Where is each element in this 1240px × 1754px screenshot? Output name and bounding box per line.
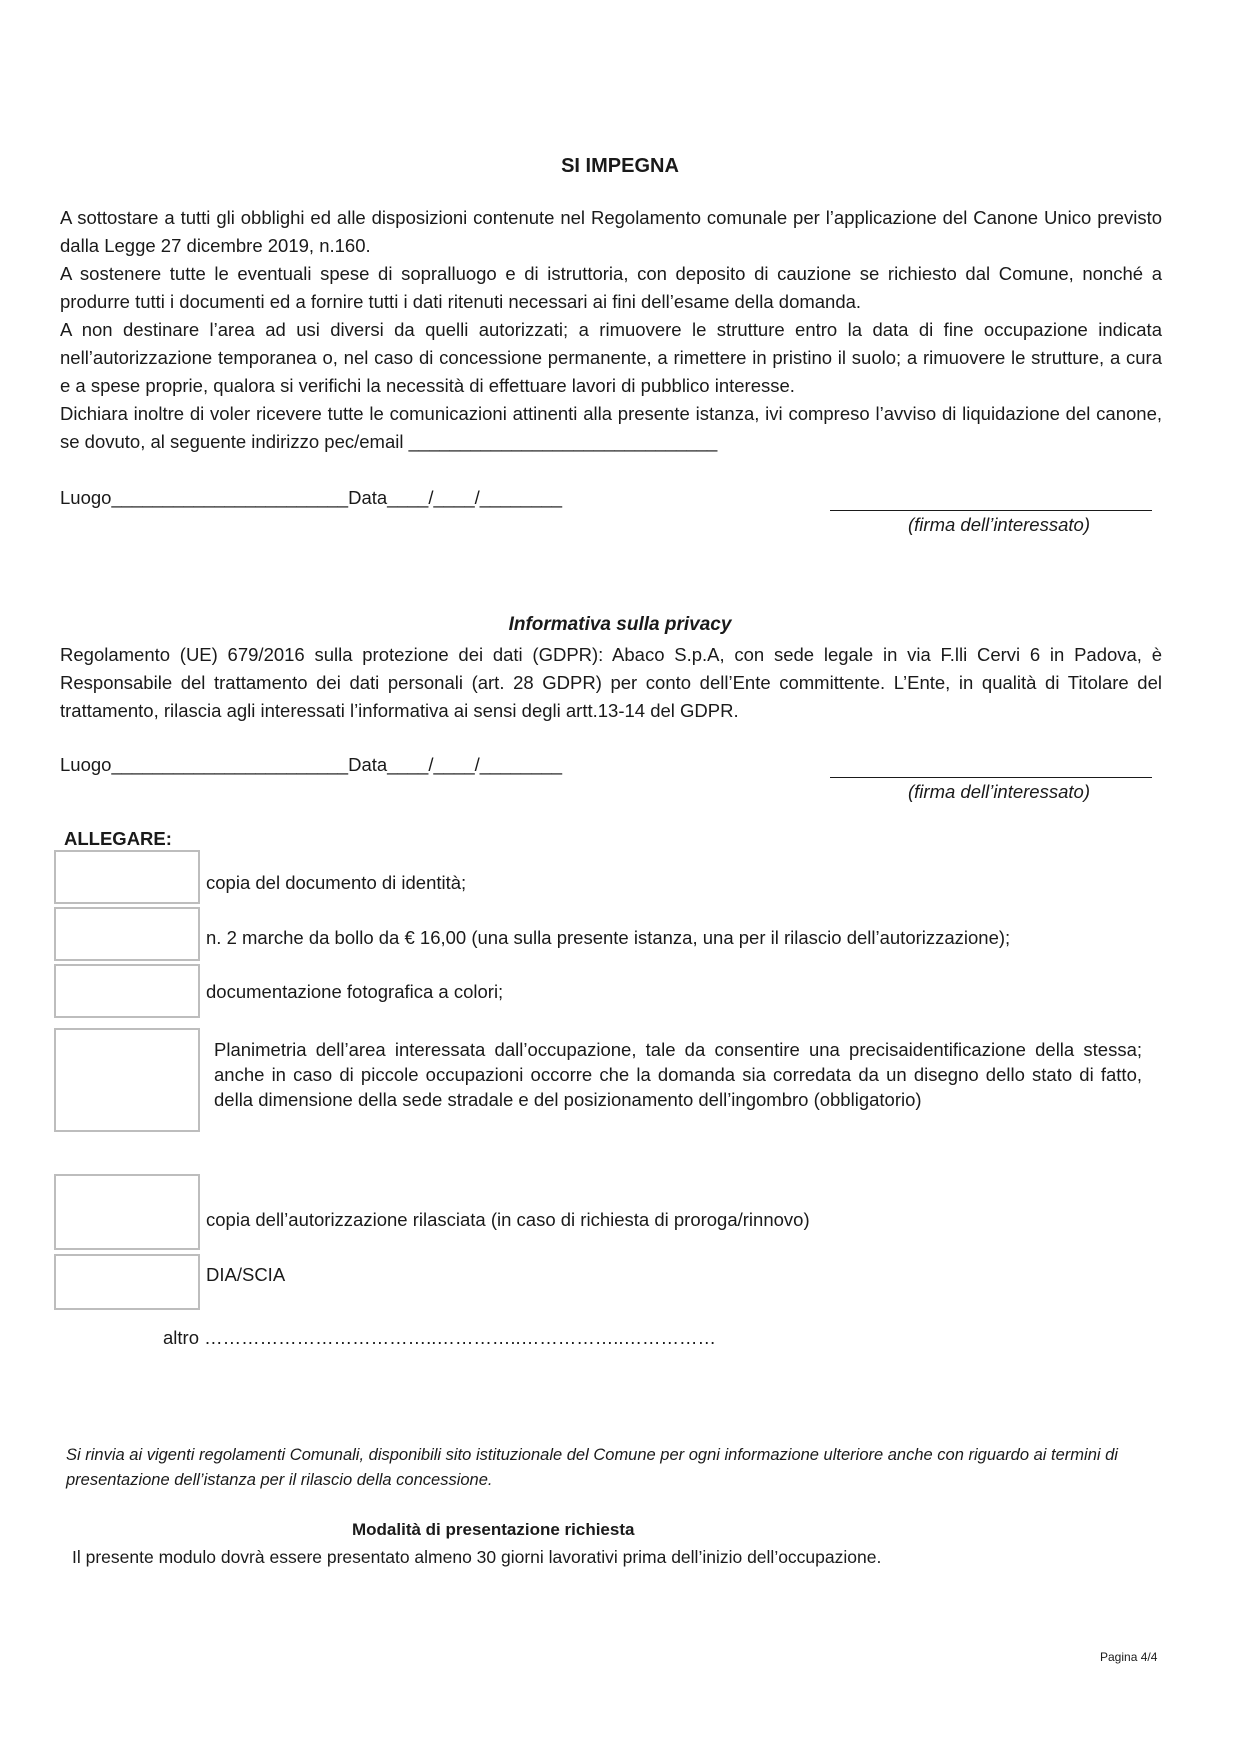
signature-label: (firma dell’interessato) — [908, 781, 1090, 802]
allegato-dia-scia: DIA/SCIA — [206, 1264, 286, 1285]
impegno-paragraph: Dichiara inoltre di voler ricevere tutte le comunicazioni attinenti alla presente istanza, ivi compreso l’avviso di liquidazione del canone, se dovuto, al seguente indirizzo pec/email ______________________________ — [60, 403, 1162, 452]
checkbox-copia-autorizzazione[interactable] — [54, 1174, 200, 1250]
luogo-data-field[interactable]: Luogo_______________________Data____/____/________ — [60, 487, 563, 508]
signature-label: (firma dell’interessato) — [908, 514, 1090, 535]
section-title-modalita: Modalità di presentazione richiesta — [352, 1520, 635, 1539]
impegno-body — [60, 204, 1162, 456]
section-title-impegno: SI IMPEGNA — [561, 155, 679, 177]
allegato-marche-bollo: n. 2 marche da bollo da € 16,00 (una sulla presente istanza, una per il rilascio dell’autorizzazione); — [206, 927, 1011, 948]
privacy-text: Regolamento (UE) 679/2016 sulla protezione dei dati (GDPR): Abaco S.p.A, con sede legale in via F.lli Cervi 6 in Padova, è Responsabile del trattamento dei dati personali (art. 28 GDPR) per conto dell’Ente committente. L’Ente, in qualità di Titolare del trattamento, rilascia agli interessati l’informativa ai sensi degli artt.13-14 del GDPR. — [60, 644, 1162, 721]
checkbox-documento-identita[interactable] — [54, 850, 200, 904]
allegato-copia-autorizzazione: copia dell’autorizzazione rilasciata (in caso di richiesta di proroga/rinnovo) — [206, 1209, 810, 1230]
signature-line[interactable] — [830, 510, 1152, 511]
impegno-paragraph: A sostenere tutte le eventuali spese di sopralluogo e di istruttoria, con deposito di cauzione se richiesto dal Comune, nonché a produrre tutti i documenti ed a fornire tutti i dati ritenuti necessari ai fini dell’esame della domanda. — [60, 263, 1162, 312]
modalita-text: Il presente modulo dovrà essere presentato almeno 30 giorni lavorativi prima dell’inizio dell’occupazione. — [72, 1547, 882, 1567]
section-title-privacy: Informativa sulla privacy — [508, 614, 732, 635]
checkbox-dia-scia[interactable] — [54, 1254, 200, 1310]
allegato-documentazione-fotografica: documentazione fotografica a colori; — [206, 981, 504, 1002]
luogo-data-field[interactable]: Luogo_______________________Data____/____/________ — [60, 754, 563, 775]
checkbox-marche-bollo[interactable] — [54, 907, 200, 961]
page-number: Pagina 4/4 — [1100, 1650, 1158, 1664]
altro-field[interactable]: altro ………………………………..…………..……………..…………… — [163, 1327, 716, 1348]
checkbox-planimetria[interactable] — [54, 1028, 200, 1132]
allegato-documento-identita: copia del documento di identità; — [206, 872, 467, 893]
checkbox-documentazione-fotografica[interactable] — [54, 964, 200, 1018]
allegato-planimetria: Planimetria dell’area interessata dall’occupazione, tale da consentire una precisaidentificazione della stessa; anche in caso di piccole occupazioni occorre che la domanda sia corredata da un disegno dello stato di fatto, della dimensione della sede stradale e del posizionamento dell’ingombro (obbligatorio) — [214, 1039, 1142, 1110]
impegno-paragraph: A non destinare l’area ad usi diversi da quelli autorizzati; a rimuovere le strutture entro la data di fine occupazione indicata nell’autorizzazione temporanea o, nel caso di concessione permanente, a rimettere in pristino il suolo; a rimuovere le strutture, a cura e a spese proprie, qualora si verifichi la necessità di effettuare lavori di pubblico interesse. — [60, 319, 1162, 396]
signature-line[interactable] — [830, 777, 1152, 778]
allegare-title: ALLEGARE: — [64, 828, 172, 849]
impegno-paragraph: A sottostare a tutti gli obblighi ed alle disposizioni contenute nel Regolamento comunale per l’applicazione del Canone Unico previsto dalla Legge 27 dicembre 2019, n.160. — [60, 207, 1162, 256]
note-regolamenti: Si rinvia ai vigenti regolamenti Comunali, disponibili sito istituzionale del Comune per ogni informazione ulteriore anche con riguardo ai termini di presentazione dell’istanza per il rilascio della concessione. — [66, 1446, 1118, 1489]
